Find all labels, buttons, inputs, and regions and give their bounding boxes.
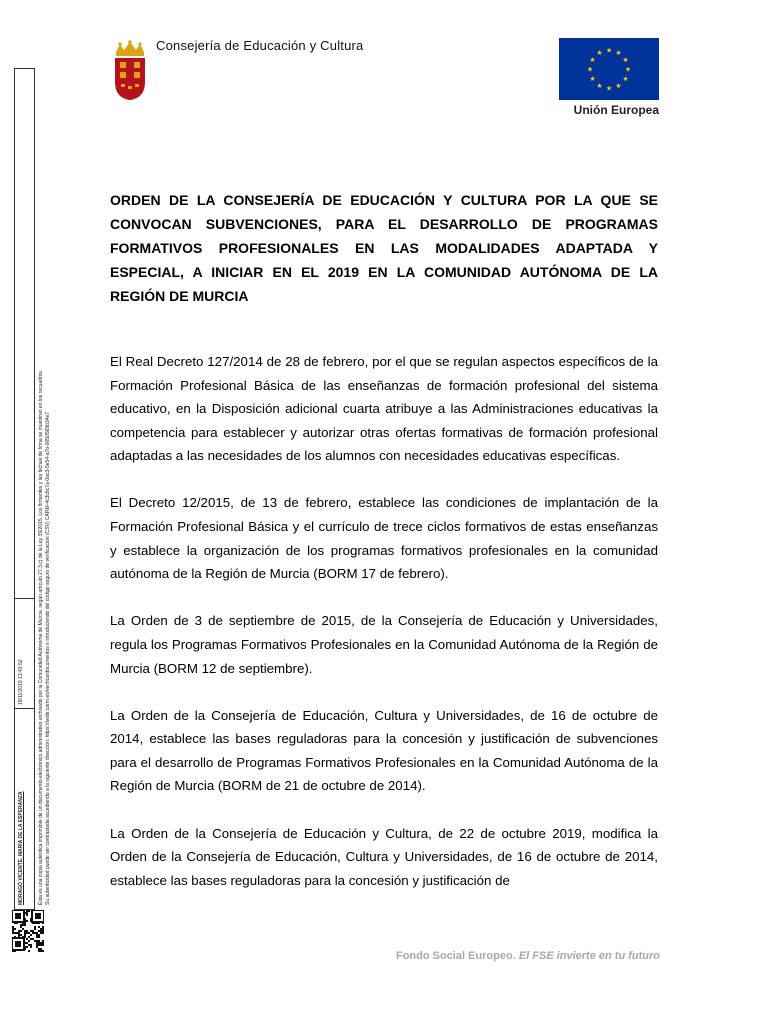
signature-divider	[14, 598, 35, 599]
eu-star-icon: ★	[589, 76, 596, 83]
verification-legal-text: Esta es una copia auténtica imprimible de un documento electrónico administrativo archivado por la Comunidad Autónoma de Murcia, según artículo 27.3.c) de la Ley 39/2015. Los firmantes y las fechas de firma se muestran en los recuadros.	[38, 369, 44, 905]
body-paragraph: La Orden de la Consejería de Educación y Cultura, de 22 de octubre 2019, modifica la Orden de la Consejería de Educación, Cultura y Universidades, de 16 de octubre de 2014, establece las bases reguladoras para la concesión y justificación de	[110, 825, 658, 888]
signature-divider	[14, 708, 35, 709]
body-paragraph: La Orden de la Consejería de Educación, Cultura y Universidades, de 16 de octubre de 2014, establece las bases reguladoras para la concesión y justificación de subvenciones para el desarrollo de Programas Formativos Profesionales en la Comunidad Autónoma de la Región de Murcia (BORM de 21 de octubre de 2014).	[110, 707, 658, 794]
eu-star-icon: ★	[622, 76, 629, 83]
document-title	[110, 188, 658, 308]
eu-star-icon: ★	[615, 50, 622, 58]
eu-star-icon: ★	[596, 50, 603, 58]
footer-fund: Fondo Social Europeo.	[395, 950, 516, 962]
eu-flag-logo	[559, 38, 659, 100]
qr-code-icon	[12, 910, 44, 952]
body-paragraph: El Decreto 12/2015, de 13 de febrero, establece las condiciones de implantación de la Formación Profesional Básica y el currículo de trece ciclos formativos de estas enseñanzas y establece la organización de los programas formativos profesionales en la comunidad autónoma de la Región de Murcia (BORM 17 de febrero).	[110, 495, 658, 582]
eu-star-icon: ★	[622, 57, 629, 64]
eu-label: Unión Europea	[573, 103, 659, 117]
title-line: FORMATIVOS PROFESIONALES EN LAS MODALIDADES ADAPTADA Y	[110, 240, 658, 256]
department-name: Consejería de Educación y Cultura	[156, 38, 364, 53]
eu-star-icon: ★	[596, 82, 603, 90]
eu-star-icon: ★	[615, 82, 622, 90]
eu-star-icon: ★	[605, 85, 613, 93]
eu-star-icon: ★	[605, 47, 613, 55]
signature-box	[14, 68, 35, 910]
eu-star-icon: ★	[624, 66, 632, 74]
footer-motto: El FSE invierte en tu futuro	[518, 950, 660, 962]
title-line: REGIÓN DE MURCIA	[110, 288, 249, 304]
title-line: ORDEN DE LA CONSEJERÍA DE EDUCACIÓN Y CULTURA POR LA QUE SE	[110, 192, 658, 208]
eu-star-icon: ★	[586, 66, 594, 74]
body-paragraph: La Orden de 3 de septiembre de 2015, de la Consejería de Educación y Universidades, regula los Programas Formativos Profesionales en la Comunidad Autónoma de la Región de Murcia (BORM 12 de septiembre).	[110, 613, 658, 676]
title-line: CONVOCAN SUBVENCIONES, PARA EL DESARROLLO DE PROGRAMAS	[110, 216, 658, 232]
footer-fse	[300, 950, 660, 962]
verification-url-text[interactable]: Su autenticidad puede ser contrastada accediendo a la siguiente dirección: https://sede.carm.es/verificardocumentos e introduciendo del código seguro de verificación (CSV) CARM-4c3c8c7a-0ac3-5e54-a7b-0050569b34e7	[45, 411, 51, 905]
document-body	[110, 350, 658, 916]
body-paragraph: El Real Decreto 127/2014 de 28 de febrero, por el que se regulan aspectos específicos de la Formación Profesional Básica de las enseñanzas de formación profesional del sistema educativo, en la Disposición adicional cuarta atribuye a las Administraciones educativas la competencia para establecer y autorizar otras ofertas formativas de formación profesional adaptadas a las necesidades de los alumnos con necesidades educativas específicas.	[110, 354, 658, 464]
eu-star-icon: ★	[589, 57, 596, 64]
signature-date: 19/11/2019 13:43:52	[18, 659, 24, 705]
signer-name: MORAGÓ VICENTE, MARÍA DE LA ESPERANZA	[18, 791, 24, 905]
title-line: ESPECIAL, A INICIAR EN EL 2019 EN LA COMUNIDAD AUTÓNOMA DE LA	[110, 264, 658, 280]
murcia-crest-logo	[112, 40, 148, 102]
